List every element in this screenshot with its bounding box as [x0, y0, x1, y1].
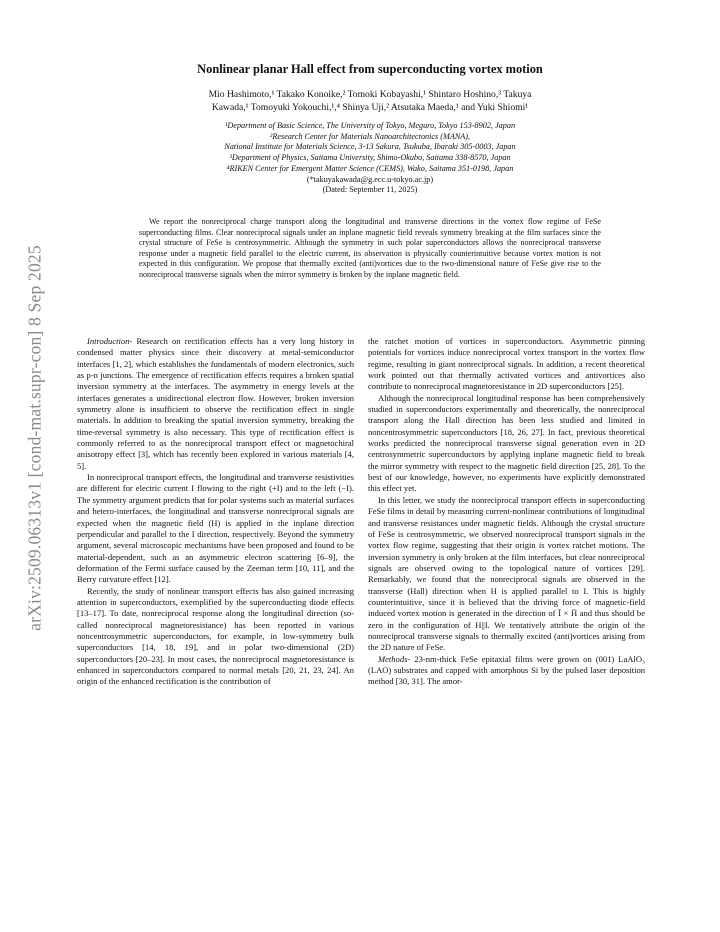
date-line: (Dated: September 11, 2025)	[322, 185, 418, 195]
affiliation-2a: ²Research Center for Materials Nanoarchitectonics (MANA),	[269, 131, 471, 141]
paragraph-text: 23-nm-thick FeSe epitaxial films were grown on (001) LaAlO₃ (LAO) substrates and capped with amorphous Si by the pulsed laser deposition method [30, 31]. The amor-	[368, 653, 645, 687]
abstract: We report the nonreciprocal charge transport along the longitudinal and transverse directions in the vortex flow regime of FeSe superconducting films. Clear nonreciprocal signals under an inplane magnetic field reveals symmetry breaking at the film surfaces since the crystal structure of FeSe is centrosymmetric. Although the symmetry in such polar superconductors allows the nonreciprocal transverse response under a magnetic field parallel to the electric current, its observation is physically counterintuitive because vortex motion is not expected in this configuration. We propose that thermally excited (anti)vortices due to the two-dimensional nature of FeSe give rise to the nonreciprocal transverse signals when the mirror symmetry is broken by the inplane magnetic field.	[139, 217, 601, 279]
paragraph-methods	[368, 654, 645, 688]
affiliations	[140, 121, 600, 196]
affiliation-4: ⁴RIKEN Center for Emergent Matter Science (CEMS), Wako, Saitama 351-0198, Japan	[226, 163, 514, 173]
paragraph: In nonreciprocal transport effects, the longitudinal and transverse resistivities are different for electric current I flowing to the right (+I) and to the left (−I). The symmetry argument predicts that for polar systems such as material surfaces and hetero-interfaces, the longitudinal and transverse nonreciprocal signals are expected when the magnetic field (H) is applied in the inplane direction perpendicular and parallel to the I direction, respectively. Beyond the symmetry argument, several microscopic mechanisms have been proposed and found to be material-dependent, such as an asymmetric electron scattering [6–9], the deformation of the Fermi surface caused by the Zeeman term [10, 11], and the Berry curvature effect [12].	[77, 472, 354, 585]
affiliation-3: ³Department of Physics, Saitama University, Shimo-Okubo, Saitama 338-8570, Japan	[229, 153, 511, 163]
affiliation-2b: National Institute for Materials Science, 3-13 Sakura, Tsukuba, Ibaraki 305-0003, Japan	[224, 142, 516, 152]
paragraph-introduction	[77, 336, 354, 472]
authors-line-1: Mio Hashimoto,¹ Takako Konoike,² Tomoki Kobayashi,¹ Shintaro Hoshino,³ Takuya	[208, 89, 532, 100]
affiliation-1: ¹Department of Basic Science, The University of Tokyo, Meguro, Tokyo 153-8902, Japan	[224, 121, 516, 130]
author-list	[140, 89, 600, 114]
section-lead-introduction: Introduction-	[87, 336, 133, 346]
paragraph: Although the nonreciprocal longitudinal response has been comprehensively studied in superconductors experimentally and theoretically, the nonreciprocal transport along the Hall direction has been less studied and limited in noncentrosymmetric superconductors [18, 26, 27]. In fact, previous theoretical works predicted the nonreciprocal transverse signal generation even in 2D centrosymmetric superconductors by applying inplane magnetic field to break the mirror symmetry with respect to the magnetic field direction [25, 28]. To the best of our knowledge, however, no experiments have explicitly demonstrated this effect yet.	[368, 392, 645, 494]
paragraph-continued: the ratchet motion of vortices in superconductors. Asymmetric pinning potentials for vortices induce nonreciprocal vortex transport in the vortex flow regime, resulting in giant nonreciprocal signals. In addition, a recent theoretical work pointed out that thermally activated vortices and antivortices also contribute to nonreciprocal magnetoresistance in 2D superconductors [25].	[368, 336, 645, 392]
section-lead-methods: Methods-	[378, 653, 411, 664]
paragraph: Recently, the study of nonlinear transport effects has also gained increasing attention in superconductors, exemplified by the superconducting diode effects [13–17]. To date, nonreciprocal response along the longitudinal direction (so-called nonreciprocal magnetoresistance) has been reported in various noncentrosymmetric superconductors, for example, in low-symmetry bulk superconductors [14, 18, 19], and in polar two-dimensional (2D) superconductors [20–23]. In most cases, the nonreciprocal magnetoresistance is enhanced in superconductors compared to normal metals [20, 21, 23, 24]. An origin of the enhanced rectification is the contribution of	[77, 585, 354, 687]
contact-email: (*takuyakawada@g.ecc.u-tokyo.ac.jp)	[306, 174, 434, 184]
arxiv-sidebar	[20, 208, 50, 668]
body-column-left	[77, 336, 354, 688]
paper-title: Nonlinear planar Hall effect from superconducting vortex motion	[197, 62, 543, 76]
body-column-right	[368, 336, 645, 688]
authors-line-2: Kawada,¹ Tomoyuki Yokouchi,¹,⁴ Shinya Uji,² Atsutaka Maeda,¹ and Yuki Shiomi¹	[211, 101, 529, 113]
paragraph-text: Research on rectification effects has a very long history in condensed matter physics since their discovery at metal-semiconductor interfaces [1, 2], which establishes the fundamentals of modern electronics, such as p-n junctions. The emergence of rectification effects requires a broken spatial inversion symmetry at the interfaces. The asymmetry in energy levels at the interfaces generates a unidirectional electron flow. However, broken inversion symmetry alone is insufficient to observe the rectification effect in single materials. In addition to breaking the spatial inversion symmetry, breaking the time-reversal symmetry is also necessary. This type of rectification effect is commonly referred to as the nonreciprocal transport effect or magnetochiral anisotropy effect [3], which has recently been explored in various materials [4, 5].	[77, 336, 354, 471]
paragraph: In this letter, we study the nonreciprocal transport effects in superconducting FeSe films in detail by measuring current-nonlinear contributions of longitudinal and transverse resistances under magnetic fields. Although the crystal structure of FeSe is centrosymmetric, we observed nonreciprocal transport signals in the vortex flow regime, suggesting that their origin is vortex ratchet motions. The inversion symmetry is only broken at the film interfaces, but clear nonreciprocal signals are observed owing to the topological nature of vortices [29]. Remarkably, we found that the nonreciprocal signals are observed in the transverse (Hall) direction when H is applied parallel to I. This is highly counterintuitive, since it is believed that the driving force of magnetic-field induced vortex motion is generated in the direction of Ī × H̄ and thus should be zero in the configuration of H||I. We tentatively attribute the origin of the nonreciprocal transverse signals to thermally excited (anti)vortices arising from the 2D nature of FeSe.	[368, 494, 645, 653]
arxiv-identifier: arXiv:2509.06313v1 [cond-mat.supr-con] 8 Sep 2025	[24, 245, 45, 631]
